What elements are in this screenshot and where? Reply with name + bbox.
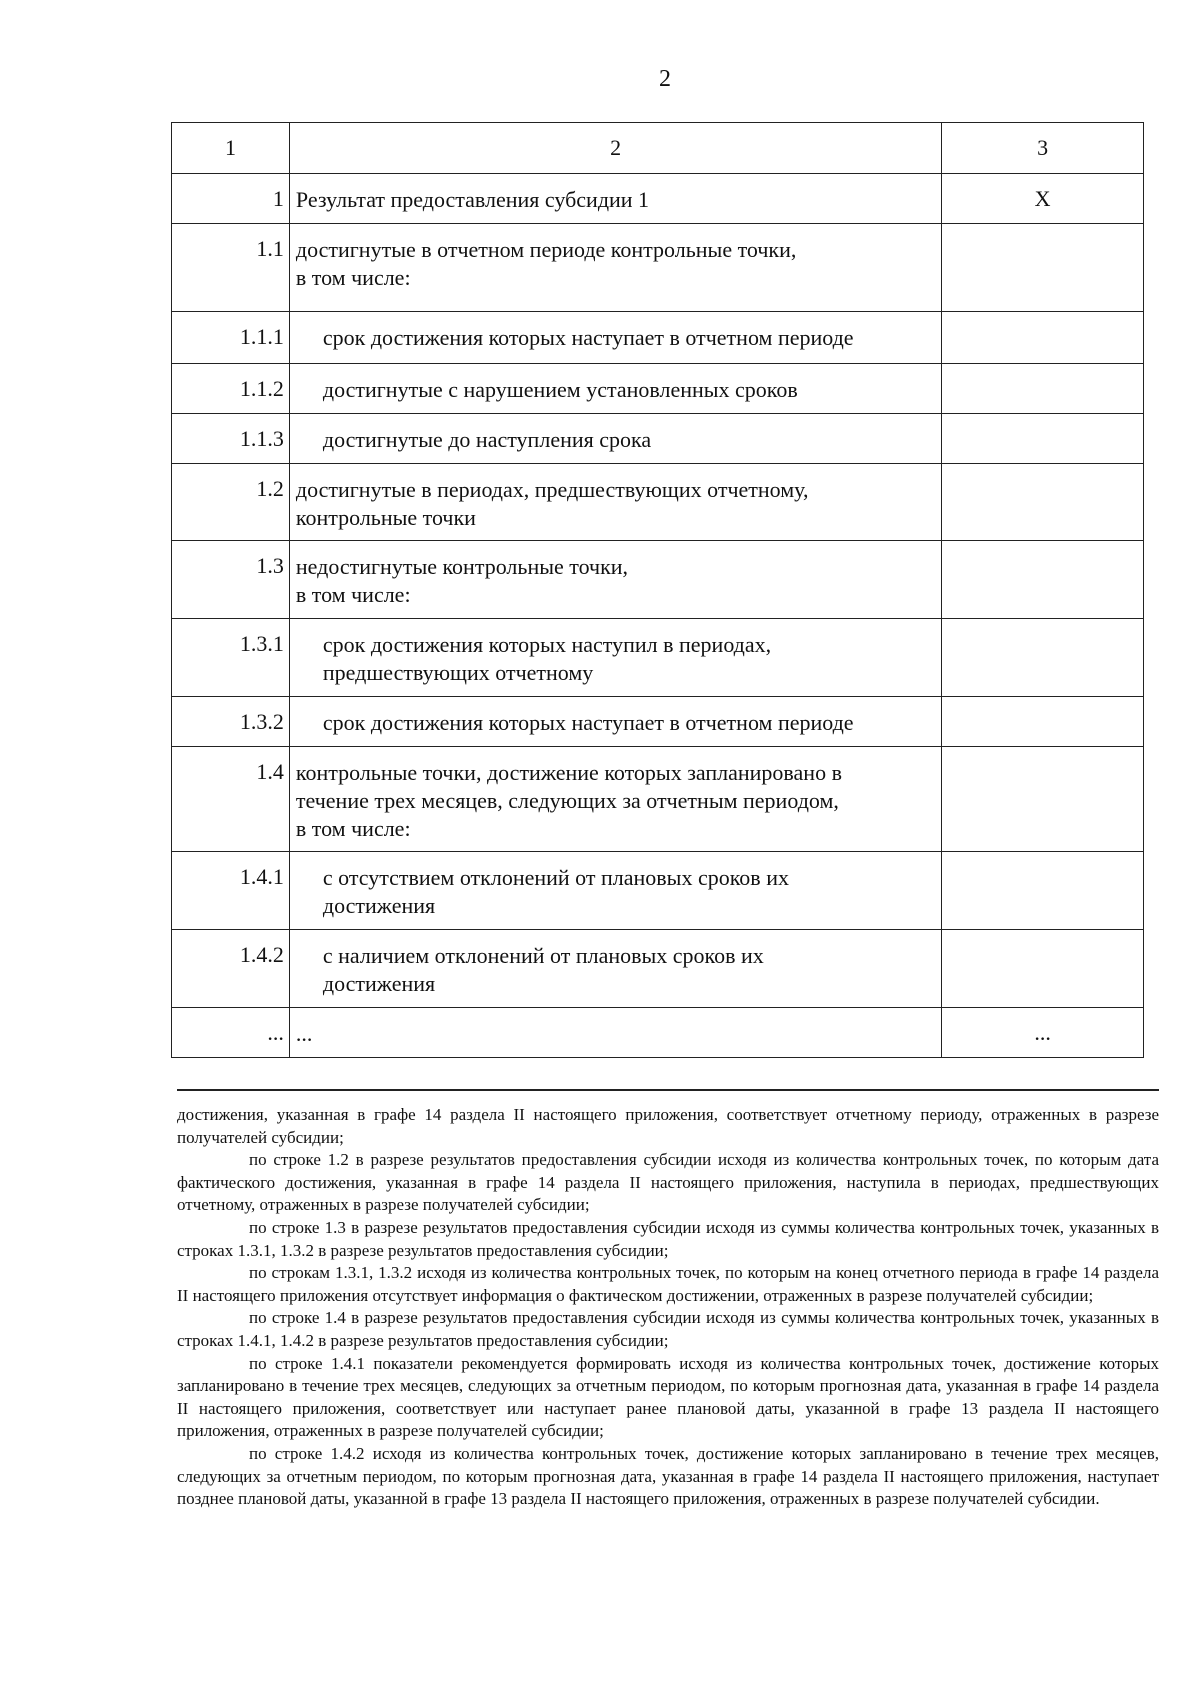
table-row	[172, 174, 1144, 224]
row-description: Результат предоставления субсидии 1	[289, 174, 941, 224]
page-number: 2	[659, 66, 671, 92]
row-value	[942, 224, 1144, 312]
footnote-paragraph: достижения, указанная в графе 14 раздела II настоящего приложения, соответствует отчетному периоду, отраженных в разрезе получателей субсидии;	[177, 1105, 1159, 1147]
table-row	[172, 312, 1144, 364]
row-number: 1.3.1	[172, 619, 290, 697]
row-number: 1.1	[172, 224, 290, 312]
column-header-3: 3	[942, 123, 1144, 174]
row-description: срок достижения которых наступает в отчетном периоде	[289, 312, 941, 364]
row-value	[942, 414, 1144, 464]
row-description: достигнутые до наступления срока	[289, 414, 941, 464]
row-number: 1.2	[172, 464, 290, 541]
footnote-paragraph: по строке 1.4.2 исходя из количества контрольных точек, достижение которых запланировано в течение трех месяцев, следующих за отчетным периодом, по которым прогнозная дата, указанная в графе 14 раздела II настоящего приложения, наступает позднее плановой даты, указанной в графе 13 раздела II настоящего приложения, отраженных в разрезе получателей субсидии.	[177, 1443, 1159, 1509]
row-value: X	[942, 174, 1144, 224]
row-description: ...	[289, 1008, 941, 1058]
row-number: 1.1.3	[172, 414, 290, 464]
row-value	[942, 930, 1144, 1008]
row-value	[942, 541, 1144, 619]
row-number: 1.1.2	[172, 364, 290, 414]
footnote-paragraph: по строке 1.4.1 показатели рекомендуется формировать исходя из количества контрольных точек, достижение которых запланировано в течение трех месяцев, следующих за отчетным периодом, по которым прогнозная дата, указанная в графе 14 раздела II настоящего приложения, соответствует или наступает ранее плановой даты, указанной в графе 13 раздела II настоящего приложения, отраженных в разрезе получателей субсидии;	[177, 1353, 1159, 1441]
row-number: 1.4	[172, 747, 290, 852]
row-value	[942, 464, 1144, 541]
row-description: достигнутые в периодах, предшествующих отчетному, контрольные точки	[289, 464, 941, 541]
row-value: ...	[942, 1008, 1144, 1058]
row-value	[942, 312, 1144, 364]
column-header-2: 2	[289, 123, 941, 174]
row-description: достигнутые с нарушением установленных сроков	[289, 364, 941, 414]
row-number: 1.4.2	[172, 930, 290, 1008]
row-number: ...	[172, 1008, 290, 1058]
table-row	[172, 747, 1144, 852]
table-row	[172, 224, 1144, 312]
row-description: срок достижения которых наступил в периодах, предшествующих отчетному	[289, 619, 941, 697]
footnote-paragraph: по строке 1.3 в разрезе результатов предоставления субсидии исходя из суммы количества контрольных точек, указанных в строках 1.3.1, 1.3.2 в разрезе результатов предоставления субсидии;	[177, 1217, 1159, 1260]
table-row	[172, 541, 1144, 619]
table-row	[172, 619, 1144, 697]
row-description: срок достижения которых наступает в отчетном периоде	[289, 697, 941, 747]
row-description: контрольные точки, достижение которых запланировано в течение трех месяцев, следующих за отчетным периодом, в том числе:	[289, 747, 941, 852]
table-row	[172, 697, 1144, 747]
table-header-row	[172, 123, 1144, 174]
row-number: 1.4.1	[172, 852, 290, 930]
row-description: недостигнутые контрольные точки, в том числе:	[289, 541, 941, 619]
row-number: 1	[172, 174, 290, 224]
row-value	[942, 747, 1144, 852]
row-description: с наличием отклонений от плановых сроков их достижения	[289, 930, 941, 1008]
footnotes	[177, 1104, 1159, 1511]
table-row	[172, 852, 1144, 930]
row-number: 1.3	[172, 541, 290, 619]
table-row	[172, 464, 1144, 541]
row-number: 1.3.2	[172, 697, 290, 747]
footnote-paragraph: по строке 1.4 в разрезе результатов предоставления субсидии исходя из суммы количества контрольных точек, указанных в строках 1.4.1, 1.4.2 в разрезе результатов предоставления субсидии;	[177, 1308, 1159, 1350]
row-description: достигнутые в отчетном периоде контрольные точки, в том числе:	[289, 224, 941, 312]
row-value	[942, 619, 1144, 697]
row-value	[942, 852, 1144, 930]
footnote-paragraph: по строкам 1.3.1, 1.3.2 исходя из количества контрольных точек, по которым на конец отчетного периода в графе 14 раздела II настоящего приложения отсутствует информация о фактическом достижении, отраженных в разрезе получателей субсидии;	[177, 1263, 1159, 1305]
footnote-divider	[177, 1089, 1159, 1091]
table-row	[172, 930, 1144, 1008]
table-row	[172, 1008, 1144, 1058]
table-row	[172, 414, 1144, 464]
row-value	[942, 697, 1144, 747]
column-header-1: 1	[172, 123, 290, 174]
row-value	[942, 364, 1144, 414]
checkpoints-table	[171, 122, 1144, 1058]
row-number: 1.1.1	[172, 312, 290, 364]
table-row	[172, 364, 1144, 414]
row-description: с отсутствием отклонений от плановых сроков их достижения	[289, 852, 941, 930]
footnote-paragraph: по строке 1.2 в разрезе результатов предоставления субсидии исходя из количества контрольных точек, по которым дата фактического достижения, указанная в графе 14 раздела II настоящего приложения, наступила в периодах, предшествующих отчетному, отраженных в разрезе получателей субсидии;	[177, 1150, 1159, 1215]
